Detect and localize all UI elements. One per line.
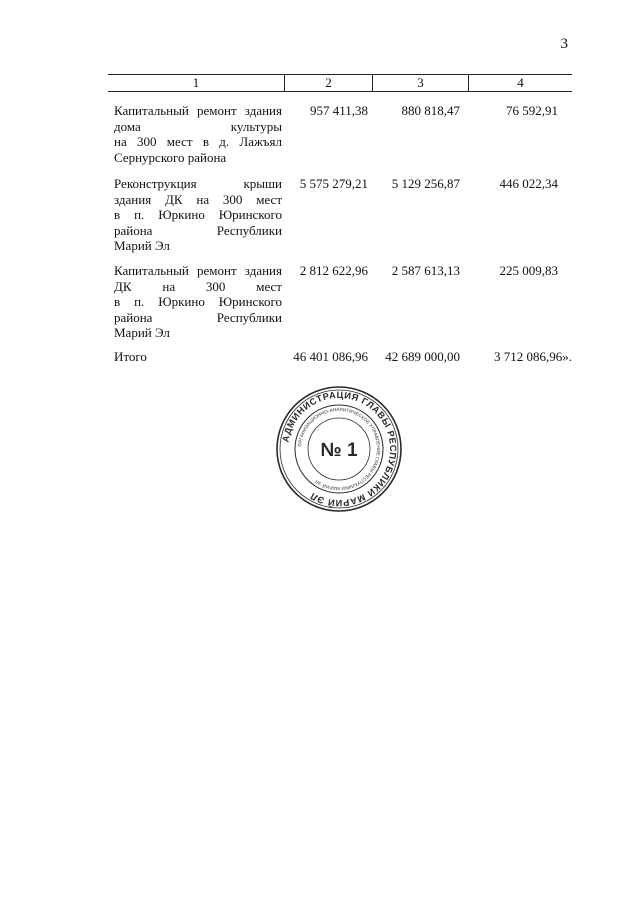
cell-col-2: 2 812 622,96 (299, 263, 368, 278)
table-header-col-4: 4 (468, 75, 572, 91)
description-line: в п. Юркино Юринского (114, 294, 282, 309)
page-number: 3 (560, 36, 568, 52)
cell-col-4: 225 009,83 (499, 263, 558, 278)
description-line: Капитальный ремонт здания (114, 103, 282, 118)
description-line: Реконструкция крыши (114, 176, 282, 191)
description-line: ДК на 300 мест (114, 278, 282, 294)
description-line: здания ДК на 300 мест (114, 191, 282, 207)
description-line: Марий Эл (114, 325, 170, 340)
total-label: Итого (114, 349, 147, 364)
row-description (114, 103, 282, 165)
table-header-col-1: 1 (192, 75, 200, 90)
description-line: района Республики (114, 222, 282, 238)
total-col-2: 46 401 086,96 (293, 349, 368, 364)
official-seal (275, 385, 403, 513)
cell-col-4: 446 022,34 (499, 176, 558, 191)
description-line: на 300 мест в д. Лажъял (114, 134, 282, 149)
table-header (108, 74, 572, 92)
seal-inner-text: ОРГАНИЗАЦИОННО-АНАЛИТИЧЕСКОЕ УПРАВЛЕНИЕ ГЛАВЫ РЕСПУБЛИКИ МАРИЙ ЭЛ (297, 406, 382, 492)
row-description (114, 263, 282, 341)
table-header-col-3: 3 (372, 75, 468, 91)
description-line: дома культуры (114, 118, 282, 134)
total-col-4: 3 712 086,96». (494, 349, 572, 364)
cell-col-4: 76 592,91 (506, 103, 558, 118)
seal-number: № 1 (320, 440, 358, 461)
seal-outer-text: АДМИНИСТРАЦИЯ ГЛАВЫ РЕСПУБЛИКИ МАРИЙ ЭЛ (280, 389, 399, 509)
cell-col-2: 5 575 279,21 (299, 176, 368, 191)
total-col-3: 42 689 000,00 (385, 349, 460, 364)
description-line: района Республики (114, 309, 282, 325)
cell-col-3: 2 587 613,13 (391, 263, 460, 278)
description-line: Капитальный ремонт здания (114, 263, 282, 278)
description-line: Марий Эл (114, 238, 170, 253)
description-line: в п. Юркино Юринского (114, 207, 282, 222)
row-description (114, 176, 282, 254)
cell-col-2: 957 411,38 (309, 103, 368, 118)
cell-col-3: 5 129 256,87 (391, 176, 460, 191)
cell-col-3: 880 818,47 (401, 103, 460, 118)
table-header-col-2: 2 (284, 75, 372, 91)
description-line: Сернурского района (114, 149, 227, 165)
